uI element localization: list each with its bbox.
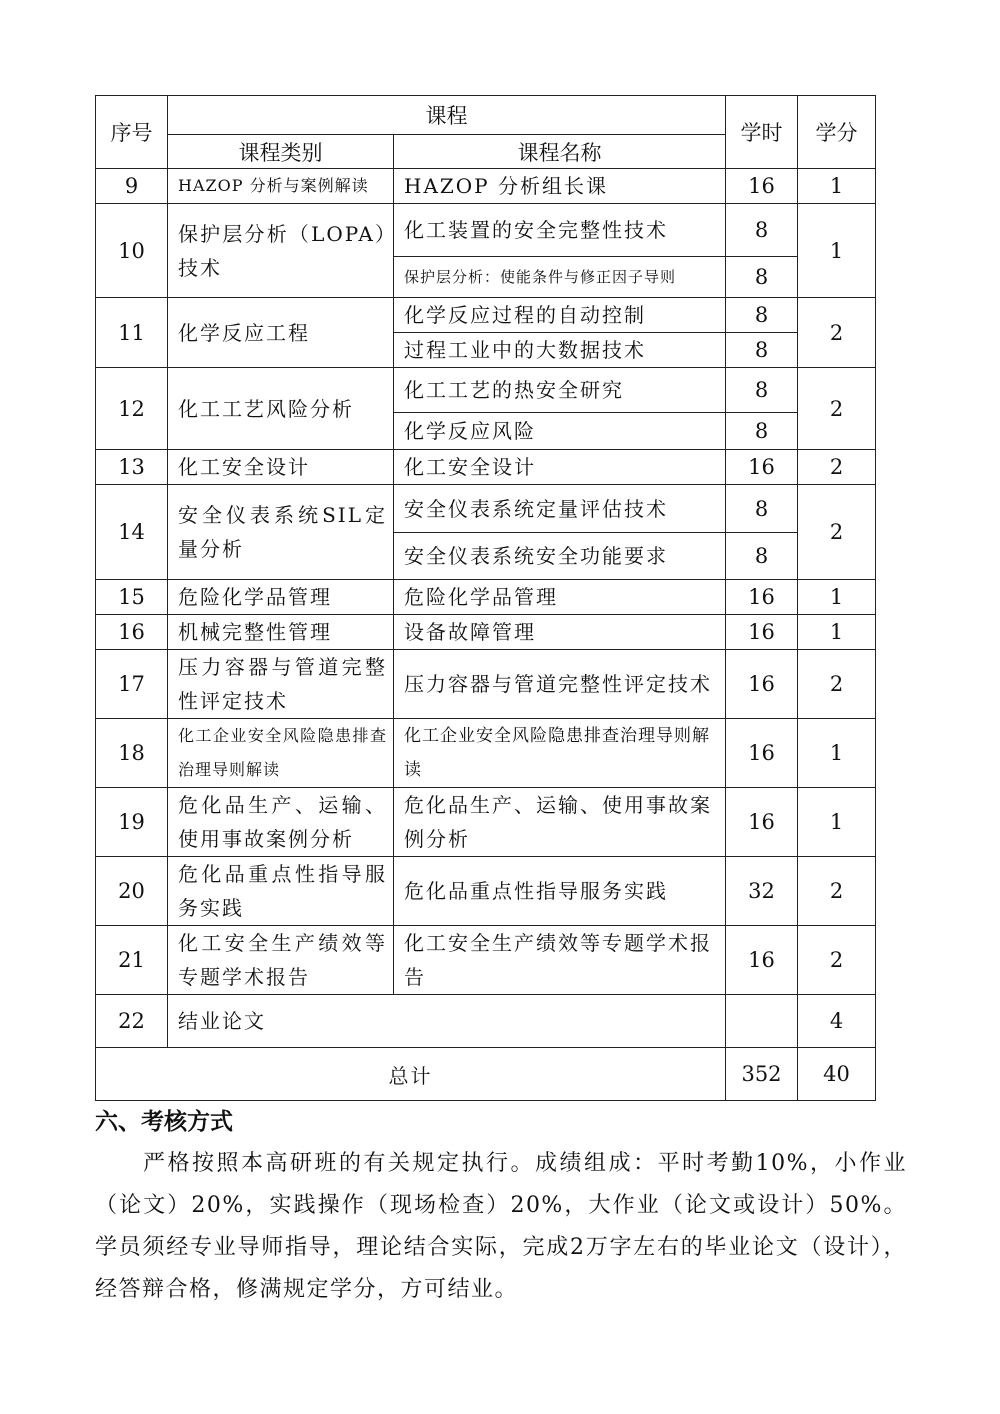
table-row (96, 450, 876, 485)
course-hours: 16 (726, 580, 798, 615)
course-credits: 2 (798, 298, 876, 368)
course-name: 安全仪表系统安全功能要求 (394, 533, 726, 580)
course-name: 化工安全设计 (394, 450, 726, 485)
row-number: 12 (96, 368, 168, 450)
header-course: 课程 (168, 96, 726, 135)
row-number: 11 (96, 298, 168, 368)
course-name: HAZOP 分析组长课 (394, 169, 726, 204)
course-credits: 1 (798, 788, 876, 857)
course-name: 危化品重点性指导服务实践 (394, 857, 726, 926)
course-category: 危险化学品管理 (168, 580, 394, 615)
course-credits: 1 (798, 204, 876, 298)
course-category: 压力容器与管道完整性评定技术 (168, 650, 394, 719)
table-row (96, 169, 876, 204)
table-row (96, 615, 876, 650)
course-hours (726, 995, 798, 1048)
table-row (96, 926, 876, 995)
course-name: 压力容器与管道完整性评定技术 (394, 650, 726, 719)
course-name: 设备故障管理 (394, 615, 726, 650)
course-hours: 8 (726, 413, 798, 450)
course-credits: 2 (798, 926, 876, 995)
course-category: 结业论文 (168, 995, 726, 1048)
course-credits: 2 (798, 485, 876, 580)
course-category: 化工企业安全风险隐患排查治理导则解读 (168, 719, 394, 788)
row-number: 22 (96, 995, 168, 1048)
course-category: 保护层分析（LOPA）技术 (168, 204, 394, 298)
course-category: 安全仪表系统SIL定量分析 (168, 485, 394, 580)
course-category: 化工安全生产绩效等专题学术报告 (168, 926, 394, 995)
course-name: 化学反应过程的自动控制 (394, 298, 726, 333)
table-row (96, 580, 876, 615)
row-number: 13 (96, 450, 168, 485)
course-hours: 8 (726, 204, 798, 257)
course-credits: 2 (798, 857, 876, 926)
row-number: 15 (96, 580, 168, 615)
table-row (96, 298, 876, 333)
row-number: 16 (96, 615, 168, 650)
table-row (96, 788, 876, 857)
header-hours: 学时 (726, 96, 798, 169)
course-name: 化工企业安全风险隐患排查治理导则解读 (394, 719, 726, 788)
course-category: HAZOP 分析与案例解读 (168, 169, 394, 204)
row-number: 19 (96, 788, 168, 857)
course-name: 安全仪表系统定量评估技术 (394, 485, 726, 533)
header-category: 课程类别 (168, 135, 394, 169)
course-hours: 8 (726, 298, 798, 333)
table-row (96, 485, 876, 533)
course-name: 危化品生产、运输、使用事故案例分析 (394, 788, 726, 857)
course-credits: 1 (798, 169, 876, 204)
table-row (96, 368, 876, 413)
total-row (96, 1048, 876, 1101)
section-title: 六、考核方式 (95, 1109, 233, 1135)
course-category: 化工安全设计 (168, 450, 394, 485)
course-hours: 32 (726, 857, 798, 926)
table-row (96, 857, 876, 926)
course-credits: 1 (798, 719, 876, 788)
course-hours: 16 (726, 650, 798, 719)
total-label: 总计 (96, 1048, 726, 1101)
course-hours: 8 (726, 533, 798, 580)
course-hours: 8 (726, 485, 798, 533)
header-credits: 学分 (798, 96, 876, 169)
course-hours: 8 (726, 333, 798, 368)
row-number: 10 (96, 204, 168, 298)
total-credits: 40 (798, 1048, 876, 1101)
course-credits: 2 (798, 450, 876, 485)
table-row (96, 204, 876, 257)
course-category: 化工工艺风险分析 (168, 368, 394, 450)
course-name: 化工装置的安全完整性技术 (394, 204, 726, 257)
course-name: 化工工艺的热安全研究 (394, 368, 726, 413)
course-name: 过程工业中的大数据技术 (394, 333, 726, 368)
course-credits: 1 (798, 580, 876, 615)
row-number: 18 (96, 719, 168, 788)
course-hours: 16 (726, 788, 798, 857)
table-row (96, 995, 876, 1048)
course-category: 化学反应工程 (168, 298, 394, 368)
course-name: 保护层分析：使能条件与修正因子导则 (394, 257, 726, 298)
header-course-name: 课程名称 (394, 135, 726, 169)
course-category: 危化品生产、运输、使用事故案例分析 (168, 788, 394, 857)
table-row (96, 650, 876, 719)
course-name: 危险化学品管理 (394, 580, 726, 615)
course-hours: 8 (726, 257, 798, 298)
course-credits: 2 (798, 650, 876, 719)
row-number: 21 (96, 926, 168, 995)
row-number: 9 (96, 169, 168, 204)
assessment-paragraph: 严格按照本高研班的有关规定执行。成绩组成：平时考勤10%，小作业（论文）20%，实践操作（现场检查）20%，大作业（论文或设计）50%。学员须经专业导师指导，理论结合实际，完成2万字左右的毕业论文（设计），经答辩合格，修满规定学分，方可结业。 (95, 1151, 907, 1302)
course-name: 化学反应风险 (394, 413, 726, 450)
course-credits: 2 (798, 368, 876, 450)
course-table (95, 95, 876, 1101)
row-number: 20 (96, 857, 168, 926)
course-category: 危化品重点性指导服务实践 (168, 857, 394, 926)
course-name: 化工安全生产绩效等专题学术报告 (394, 926, 726, 995)
course-credits: 1 (798, 615, 876, 650)
course-credits: 4 (798, 995, 876, 1048)
course-hours: 16 (726, 169, 798, 204)
course-hours: 16 (726, 450, 798, 485)
course-hours: 16 (726, 615, 798, 650)
course-hours: 8 (726, 368, 798, 413)
course-hours: 16 (726, 926, 798, 995)
header-seq: 序号 (96, 96, 168, 169)
course-category: 机械完整性管理 (168, 615, 394, 650)
table-row (96, 719, 876, 788)
row-number: 14 (96, 485, 168, 580)
row-number: 17 (96, 650, 168, 719)
course-hours: 16 (726, 719, 798, 788)
total-hours: 352 (726, 1048, 798, 1101)
